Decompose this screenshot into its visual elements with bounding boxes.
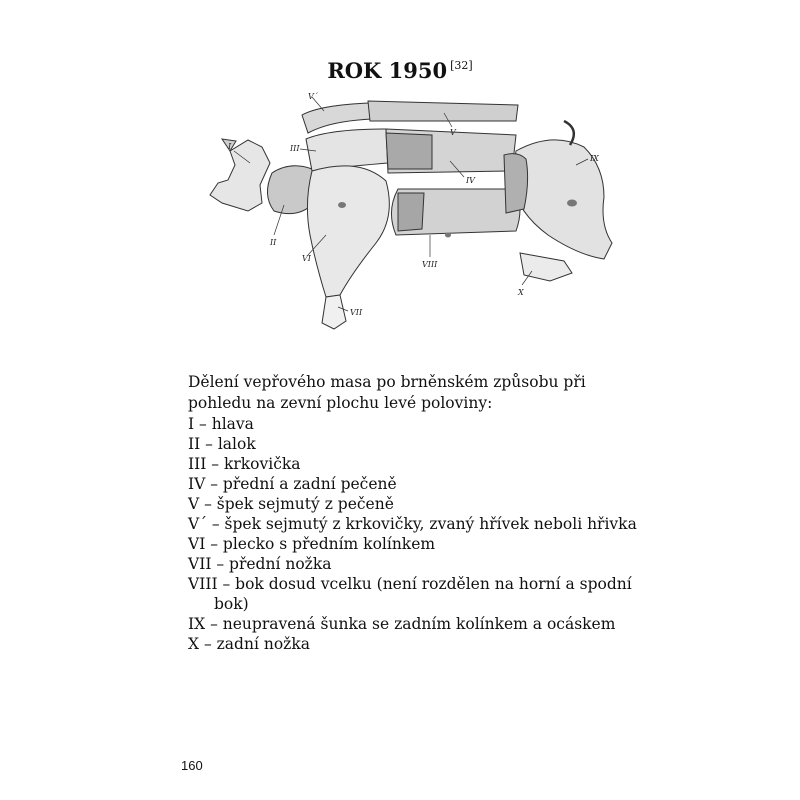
page-title [0, 58, 800, 83]
label-vii: VII [350, 308, 363, 317]
label-vi: VI [302, 254, 311, 263]
piece-loin-fat [368, 101, 518, 121]
label-ix: IX [590, 154, 599, 163]
label-viii: VIII [422, 260, 438, 269]
page-number: 160 [181, 758, 203, 773]
piece-neck [306, 129, 388, 171]
legend-item: IX – neupravená šunka se zadním kolínkem a ocáskem [188, 615, 616, 633]
intro-text: Dělení vepřového masa po brněnském způsobu při pohledu na zevní plochu levé poloviny: [188, 372, 586, 412]
legend-item: X – zadní nožka [188, 635, 310, 653]
piece-head [210, 139, 270, 211]
label-i: I [228, 142, 232, 151]
cuts-legend [188, 414, 658, 654]
label-v: V [450, 128, 456, 137]
label-iv: IV [466, 176, 475, 185]
legend-item: IV – přední a zadní pečeně [188, 475, 397, 493]
legend-item: I – hlava [188, 415, 254, 433]
legend-item: V – špek sejmutý z pečeně [188, 495, 394, 513]
piece-neck-fat [302, 103, 372, 133]
legend-item: VIII – bok dosud vcelku (není rozdělen na horní a spodní bok) [188, 575, 632, 613]
label-v-prime: V´ [308, 92, 318, 101]
piece-front-trotter [322, 295, 346, 329]
label-x: X [518, 288, 524, 297]
title-text: ROK 1950 [327, 58, 448, 84]
legend-item: VI – plecko s předním kolínkem [188, 535, 436, 553]
label-iii: III [290, 144, 300, 153]
pork-cuts-illustration [200, 85, 640, 340]
piece-shoulder [307, 166, 389, 297]
title-reference: [32] [450, 59, 473, 73]
legend-item: III – krkovička [188, 455, 301, 473]
legend-item: V´ – špek sejmutý z krkovičky, zvaný hřívek neboli hřivka [188, 515, 637, 533]
legend-item: II – lalok [188, 435, 256, 453]
label-ii: II [270, 238, 277, 247]
legend-item: VII – přední nožka [188, 555, 332, 573]
